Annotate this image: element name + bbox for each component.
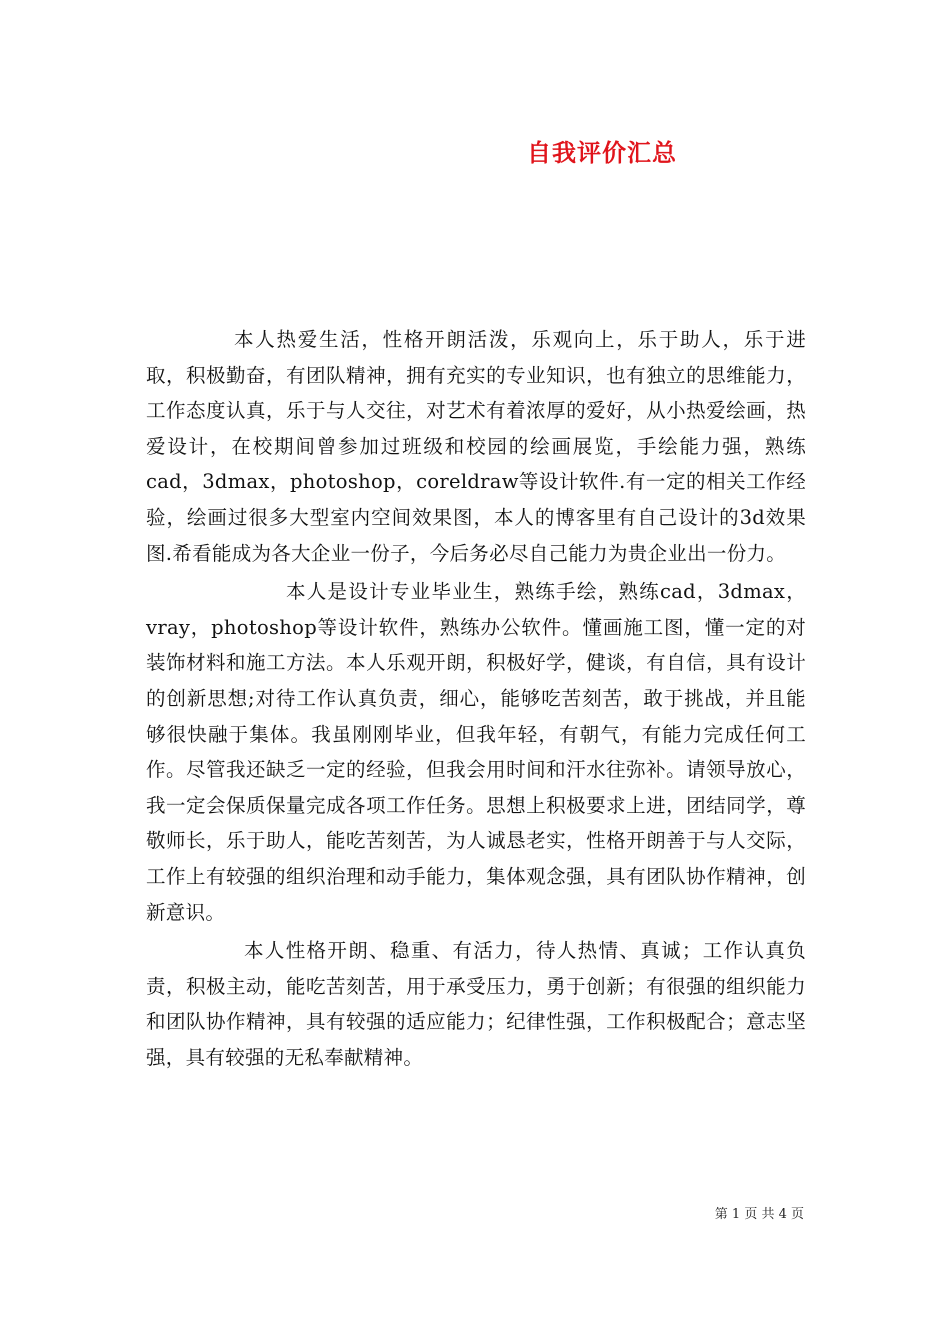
paragraph-2: 本人是设计专业毕业生，熟练手绘，熟练cad，3dmax，vray，photoshop等设计软件，熟练办公软件。懂画施工图，懂一定的对装饰材料和施工方法。本人乐观开朗，积极好学，健谈，有自信，具有设计的创新思想;对待工作认真负责，细心，能够吃苦刻苦，敢于挑战，并且能够很快融于集体。我虽刚刚毕业，但我年轻，有朝气，有能力完成任何工作。尽管我还缺乏一定的经验，但我会用时间和汗水往弥补。请领导放心，我一定会保质保量完成各项工作任务。思想上积极要求上进，团结同学，尊敬师长，乐于助人，能吃苦刻苦，为人诚恳老实，性格开朗善于与人交际，工作上有较强的组织治理和动手能力，集体观念强，具有团队协作精神，创新意识。 bbox=[146, 580, 806, 924]
page-number-footer: 第 1 页 共 4 页 bbox=[714, 1207, 804, 1222]
document-title: 自我评价汇总 bbox=[527, 138, 677, 167]
paragraph-1: 本人热爱生活，性格开朗活泼，乐观向上，乐于助人，乐于进取，积极勤奋，有团队精神，拥有充实的专业知识，也有独立的思维能力，工作态度认真，乐于与人交往，对艺术有着浓厚的爱好，从小热爱绘画，热爱设计，在校期间曾参加过班级和校园的绘画展览，手绘能力强，熟练cad，3dmax，photoshop，coreldraw等设计软件.有一定的相关工作经验，绘画过很多大型室内空间效果图，本人的博客里有自己设计的3d效果图.希看能成为各大企业一份子，今后务必尽自己能力为贵企业出一份力。 bbox=[146, 328, 806, 565]
paragraph-3: 本人性格开朗、稳重、有活力，待人热情、真诚；工作认真负责，积极主动，能吃苦刻苦，用于承受压力，勇于创新；有很强的组织能力和团队协作精神，具有较强的适应能力；纪律性强，工作积极配合；意志坚强，具有较强的无私奉献精神。 bbox=[146, 939, 806, 1069]
document-body bbox=[146, 322, 806, 1075]
